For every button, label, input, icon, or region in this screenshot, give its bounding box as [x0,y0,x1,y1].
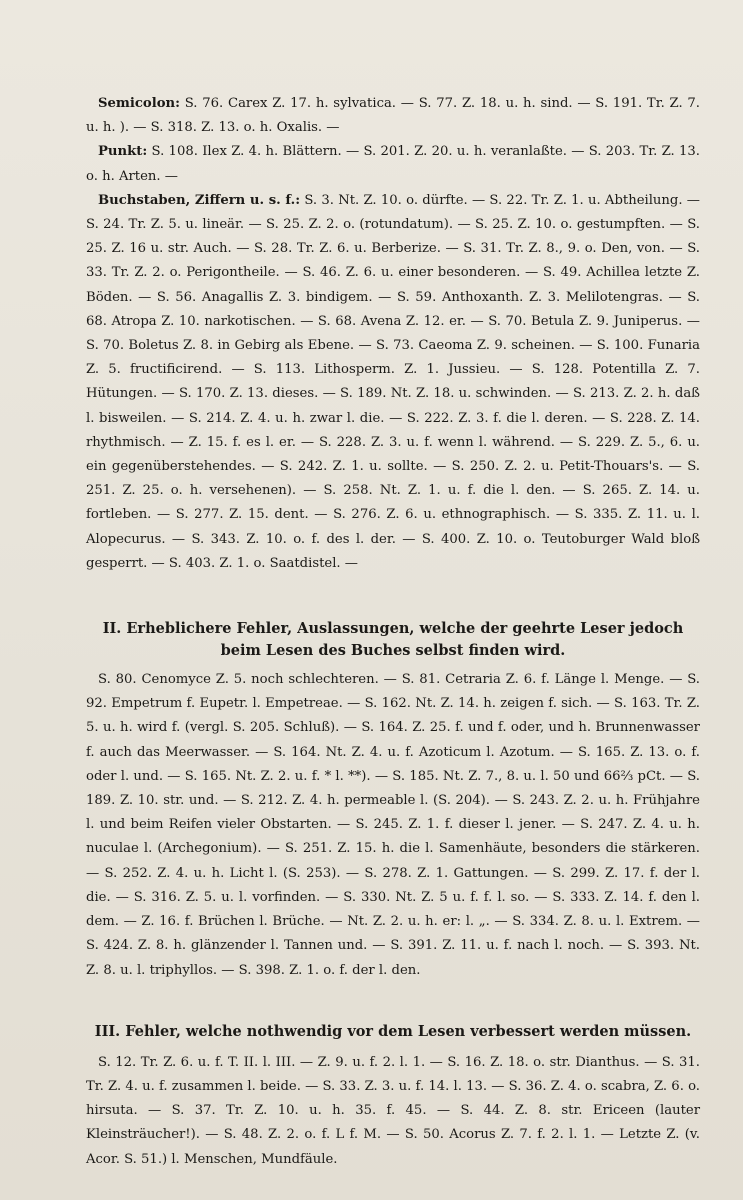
errata-content [86,92,700,1172]
section-three-body: S. 12. Tr. Z. 6. u. f. T. II. l. III. — Z. 9. u. f. 2. l. 1. — S. 16. Z. 18. o. str. Dianthus. — S. 31. Tr. Z. 4. u. f. zusammen l. beide. — S. 33. Z. 3. u. f. 14. l. 13. — S. 36. Z. 4. o. scabra, Z. 6. o. hirsuta. — S. 37. Tr. Z. 10. u. h. 35. f. 45. — S. 44. Z. 8. str. Ericeen (lauter Kleinsträucher!). — S. 48. Z. 2. o. f. L f. M. — S. 50. Acorus Z. 7. f. 2. l. 1. — Letzte Z. (v. Acor. S. 51.) l. Menschen, Mundfäule. [86,1054,700,1167]
buchstaben-entry [86,189,700,576]
buchstaben-text: S. 3. Nt. Z. 10. o. dürfte. — S. 22. Tr. Z. 1. u. Abtheilung. — S. 24. Tr. Z. 5. u. lineär. — S. 25. Z. 2. o. (rotundatum). — S. 25. Z. 10. o. gestumpften. — S. 25. Z. 16 u. str. Auch. — S. 28. Tr. Z. 6. u. Berberize. — S. 31. Tr. Z. 8., 9. o. Den, von. — S. 33. Tr. Z. 2. o. Perigontheile. — S. 46. Z. 6. u. einer besonderen. — S. 49. Achillea letzte Z. Böden. — S. 56. Anagallis Z. 3. bindigem. — S. 59. Anthoxanth. Z. 3. Melilotengras. — S. 68. Atropa Z. 10. narkotischen. — S. 68. Avena Z. 12. er. — S. 70. Betula Z. 9. Juniperus. — S. 70. Boletus Z. 8. in Gebirg als Ebene. — S. 73. Caeoma Z. 9. scheinen. — S. 100. Funaria Z. 5. fructificirend. — S. 113. Lithosperm. Z. 1. Jussieu. — S. 128. Potentilla Z. 7. Hütungen. — S. 170. Z. 13. dieses. — S. 189. Nt. Z. 18. u. schwinden. — S. 213. Z. 2. h. daß l. bisweilen. — S. 214. Z. 4. u. h. zwar l. die. — S. 222. Z. 3. f. die l. deren. — S. 228. Z. 14. rhythmisch. — Z. 15. f. es l. er. — S. 228. Z. 3. u. f. wenn l. während. — S. 229. Z. 5., 6. u. ein gegenüberstehendes. — S. 242. Z. 1. u. sollte. — S. 250. Z. 2. u. Petit-Thouars's. — S. 251. Z. 25. o. h. versehenen). — S. 258. Nt. Z. 1. u. f. die l. den. — S. 265. Z. 14. u. fortleben. — S. 277. Z. 15. dent. — S. 276. Z. 6. u. ethnographisch. — S. 335. Z. 11. u. l. Alopecurus. — S. 343. Z. 10. o. f. des l. der. — S. 400. Z. 10. o. Teutoburger Wald bloß gesperrt. — S. 403. Z. 1. o. Saatdistel. — [86,192,700,571]
section-three-heading: III. Fehler, welche nothwendig vor dem Lesen verbessert werden müssen. [94,1022,692,1040]
section-two-body: S. 80. Cenomyce Z. 5. noch schlechteren. — S. 81. Cetraria Z. 6. f. Länge l. Menge. — S. 92. Empetrum f. Eupetr. l. Empetreae. — S. 162. Nt. Z. 14. h. zeigen f. sich. — S. 163. Tr. Z. 5. u. h. wird f. (vergl. S. 205. Schluß). — S. 164. Z. 25. f. und f. oder, und h. Brunnenwasser f. auch das Meerwasser. — S. 164. Nt. Z. 4. u. f. Azoticum l. Azotum. — S. 165. Z. 13. o. f. oder l. und. — S. 165. Nt. Z. 2. u. f. * l. **). — S. 185. Nt. Z. 7., 8. u. l. 50 und 66⅔ pCt. — S. 189. Z. 10. str. und. — S. 212. Z. 4. h. permeable l. (S. 204). — S. 243. Z. 2. u. h. Frühjahre l. und beim Reifen vieler Obstarten. — S. 245. Z. 1. f. dieser l. jener. — S. 247. Z. 4. u. h. nuculae l. (Archegonium). — S. 251. Z. 15. h. die l. Samenhäute, besonders die stärkeren. — S. 252. Z. 4. u. h. Licht l. (S. 253). — S. 278. Z. 1. Gattungen. — S. 299. Z. 17. f. der l. die. — S. 316. Z. 5. u. l. vorfinden. — S. 330. Nt. Z. 5 u. f. f. l. so. — S. 333. Z. 14. f. den l. dem. — Z. 16. f. Brüchen l. Brüche. — Nt. Z. 2. u. h. er: l. „. — S. 334. Z. 8. u. l. Extrem. — S. 424. Z. 8. h. glänzender l. Tannen und. — S. 391. Z. 11. u. f. nach l. noch. — S. 393. Nt. Z. 8. u. l. triphyllos. — S. 398. Z. 1. o. f. der l. den. [86,672,700,978]
semicolon-lead: Semicolon: [98,96,180,111]
punkt-entry [86,140,700,188]
buchstaben-lead: Buchstaben, Ziffern u. s. f.: [98,192,301,208]
section-two-heading: II. Erheblichere Fehler, Auslassungen, welche der geehrte Leser jedoch beim Lesen des Buches selbst finden wird. [102,620,684,660]
punkt-lead: Punkt: [98,144,148,160]
punkt-text: S. 108. Ilex Z. 4. h. Blättern. — S. 201. Z. 20. u. h. veranlaßte. — S. 203. Tr. Z. 13. o. h. Arten. — [86,144,700,184]
semicolon-entry [86,92,700,140]
semicolon-text: S. 76. Carex Z. 17. h. sylvatica. — S. 77. Z. 18. u. h. sind. — S. 191. Tr. Z. 7. u. h. ). — S. 318. Z. 13. o. h. Oxalis. — [86,96,700,136]
